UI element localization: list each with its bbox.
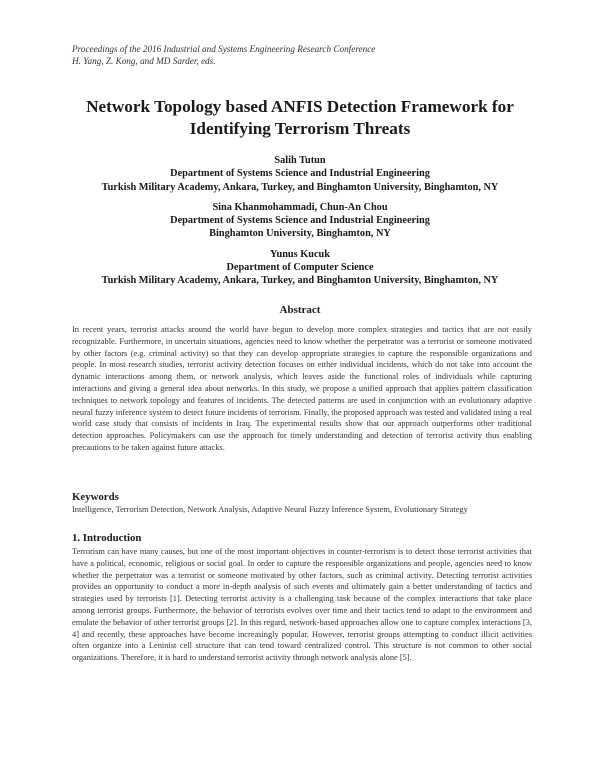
author-affiliation: Turkish Military Academy, Ankara, Turkey, and Binghamton University, Binghamton, NY <box>101 275 499 287</box>
keywords-text: Intelligence, Terrorism Detection, Network Analysis, Adaptive Neural Fuzzy Inference System, Evolutionary Strategy <box>72 505 468 514</box>
author-names: Yunus Kucuk <box>269 248 330 260</box>
abstract-text: In recent years, terrorist attacks around the world have begun to develop more complex strategies and tactics that are not easily recognizable. Furthermore, in uncertain situations, agencies need to know whether the perpetrator was a terrorist or someone motivated by other factors (e.g. criminal activity) so that they can develop appropriate strategies to capture the responsible organizations and people. In most research studies, terrorist activity detection focuses on either individual incidents, which do not take into account the dynamic interactions among them, or network analysis, which leaves aside the functional roles of individuals while capturing interactions and giving a general idea about networks. In this study, we propose a unified approach that applies pattern classification techniques to network topology and features of incidents. The detected patterns are used in conjunction with an evolutionary adaptive neural fuzzy inference system to detect future incidents of terrorism. Finally, the proposed approach was tested and validated using a real world case study that consists of incidents in Iraq. The experimental results show that our approach outperforms other traditional detection approaches. Policymakers can use the approach for timely understanding and detection of terrorist activity thus enabling precautions to be taken against future attacks. <box>72 325 532 452</box>
editors-line: H. Yang, Z. Kong, and MD Sarder, eds. <box>72 56 216 66</box>
abstract-heading: Abstract <box>279 304 321 316</box>
author-group-3 <box>60 248 540 288</box>
keywords-heading: Keywords <box>72 491 119 503</box>
introduction-heading: 1. Introduction <box>72 532 142 544</box>
paper-title <box>60 96 540 140</box>
author-affiliation: Binghamton University, Binghamton, NY <box>209 228 391 240</box>
author-group-1 <box>60 154 540 194</box>
author-names: Salih Tutun <box>274 155 326 166</box>
title-line-1: Network Topology based ANFIS Detection Framework for <box>86 97 514 116</box>
author-block <box>60 154 540 295</box>
title-line-2: Identifying Terrorism Threats <box>189 119 411 138</box>
author-affiliation: Department of Computer Science <box>226 262 374 274</box>
author-names: Sina Khanmohammadi, Chun-An Chou <box>212 201 388 213</box>
proceedings-line: Proceedings of the 2016 Industrial and Systems Engineering Research Conference <box>72 44 376 54</box>
author-affiliation: Department of Systems Science and Industrial Engineering <box>170 215 430 227</box>
author-affiliation: Turkish Military Academy, Ankara, Turkey, and Binghamton University, Binghamton, NY <box>101 181 499 193</box>
introduction-text: Terrorism can have many causes, but one of the most important objectives in counter-terrorism is to detect those terrorist activities that have a political, economic, religious or social goal. In order to capture the responsible organizations and people, agencies need to know whether the perpetrator was a terrorist or someone motivated by other factors, such as criminal activity. Detecting terrorist activities provides an opportunity to conduct a more in-depth analysis of such events and ultimately gain a better understanding of tactics and strategies used by terrorists [1]. Detecting terrorist activity is a challenging task because of the complex interactions that take place among terrorist groups. Furthermore, the behavior of terrorists evolves over time and their tactics tend to adapt to the environment and emulate the behavior of other terrorist groups [2]. In this regard, network-based approaches allow one to capture complex interactions [3, 4] and recently, these approaches have become increasingly popular. However, terrorist groups attempting to conduct illicit activities often organize into a Leninist cell structure that can tend toward centralized control. This structure is not common to other social organizations. Therefore, it is hard to understand terrorist activity through network analysis alone [5]. <box>72 547 532 663</box>
proceedings-header <box>72 43 552 67</box>
author-group-2 <box>60 201 540 241</box>
author-affiliation: Department of Systems Science and Industrial Engineering <box>170 168 430 180</box>
